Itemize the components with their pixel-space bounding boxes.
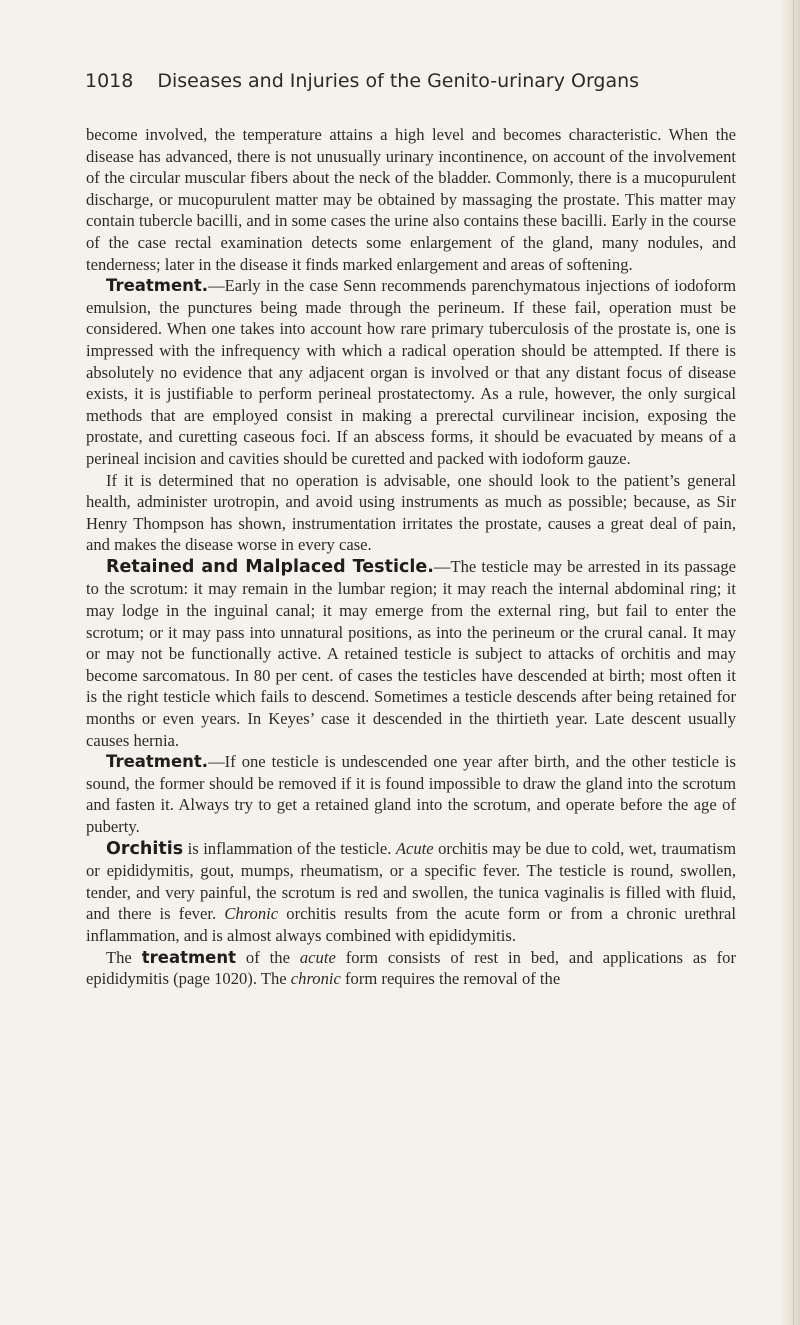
paragraph-text: become involved, the temperature attains a high level and becomes characteristic. When the disease has advanced, there is not unusually urinary incontinence, on account of the involvement of the circular muscular fibers about the neck of the bladder. Commonly, there is a mucopurulent discharge, or mucopurulent matter may be obtained by massaging the prostate. This matter may contain tubercle bacilli, and in some cases the urine also contains these bacilli. Early in the course of the case rectal examination detects some enlargement of the gland, many nodules, and tenderness; later in the disease it finds marked enlargement and areas of softening. [86,125,736,274]
page-edge-shadow [780,0,800,1325]
paragraph-text: orchitis may be due to cold, wet, traumatism or epididymitis, gout, mumps, rheumatism, or a specific fever. The testicle is round, swollen, tender, and very painful, the scrotum is red and swollen, the tunica vaginalis is filled with fluid, and there is fever. [86,838,736,924]
paragraph-orchitis [86,838,736,947]
running-header [85,70,725,92]
section-heading-orchitis: Orchitis [106,838,184,859]
paragraph-text: —Early in the case Senn recommends parenchymatous injections of iodoform emulsion, the punctures being made through the perineum. If these fail, operation must be considered. When one takes into account how rare primary tuberculosis of the prostate is, one is impressed with the infrequency with which a radical operation should be attempted. If there is absolutely no evidence that any adjacent organ is involved or that any distant focus of disease exists, it is justifiable to perform perineal prostatectomy. As a rule, however, the only surgical methods that are employed consist in making a prerectal curvilinear incision, exposing the prostate, and curetting caseous foci. If an abscess forms, it should be evacuated by means of a perineal incision and cavities should be curetted and packed with iodoform gauze. [86,276,736,468]
paragraph-retained-testicle [86,556,736,751]
paragraph-treatment-tuberculosis [86,275,736,469]
italic-term-chronic: chronic [290,969,341,989]
paragraph-text: orchitis results from the acute form or from a chronic urethral inflammation, and is almost always combined with epididymitis. [86,904,736,945]
paragraph-text: form consists of rest in bed, and applications as for epididymitis (page 1020). The [86,947,736,989]
paragraph-orchitis-treatment [86,947,736,990]
running-title: Diseases and Injuries of the Genito-urinary Organs [157,70,640,92]
paragraph-text: —If one testicle is undescended one year after birth, and the other testicle is sound, the former should be removed if it is found impossible to draw the gland into the scrotum and fasten it. Always try to get a retained gland into the scrotum, and operate before the age of puberty. [86,752,736,836]
page-number: 1018 [85,70,134,92]
italic-term-acute: Acute [395,838,434,858]
paragraph-tuberculosis-symptoms [86,124,736,275]
italic-term-chronic: Chronic [224,904,279,924]
paragraph-no-operation [86,470,736,556]
section-heading-treatment: Treatment. [106,752,209,772]
paragraph-text: —The testicle may be arrested in its passage to the scrotum: it may remain in the lumbar region; it may reach the internal abdominal ring; it may lodge in the inguinal canal; it may emerge from the external ring, but fail to enter the scrotum; or it may pass into unnatural positions, as into the perineum or the crural canal. It may or may not be functionally active. A retained testicle is subject to attacks of orchitis and may become sarcomatous. In 80 per cent. of cases the testicles have descended at birth; most often it is the right testicle which fails to descend. Sometimes a testicle descends after being retained for months or even years. In Keyes’ case it descended in the thirtieth year. Late descent usually causes hernia. [86,556,737,750]
paragraph-text: If it is determined that no operation is advisable, one should look to the patient’s general health, administer urotropin, and avoid using instruments as much as possible; because, as Sir Henry Thompson has shown, instrumentation irritates the prostate, causes a great deal of pain, and makes the disease worse in every case. [86,470,736,555]
paragraph-text: is inflammation of the testicle. [183,838,396,858]
italic-term-acute: acute [299,947,336,967]
body-text [86,124,736,990]
section-heading-treatment: Treatment. [106,276,209,296]
page-edge-line [793,0,794,1325]
paragraph-text: of the [236,947,300,967]
section-heading-treatment-inline: treatment [141,947,236,967]
paragraph-text: form requires the removal of the [340,969,561,989]
section-heading-retained-testicle: Retained and Malplaced Testicle. [106,556,434,577]
paragraph-text: The [106,947,142,967]
paragraph-treatment-retained [86,751,736,837]
